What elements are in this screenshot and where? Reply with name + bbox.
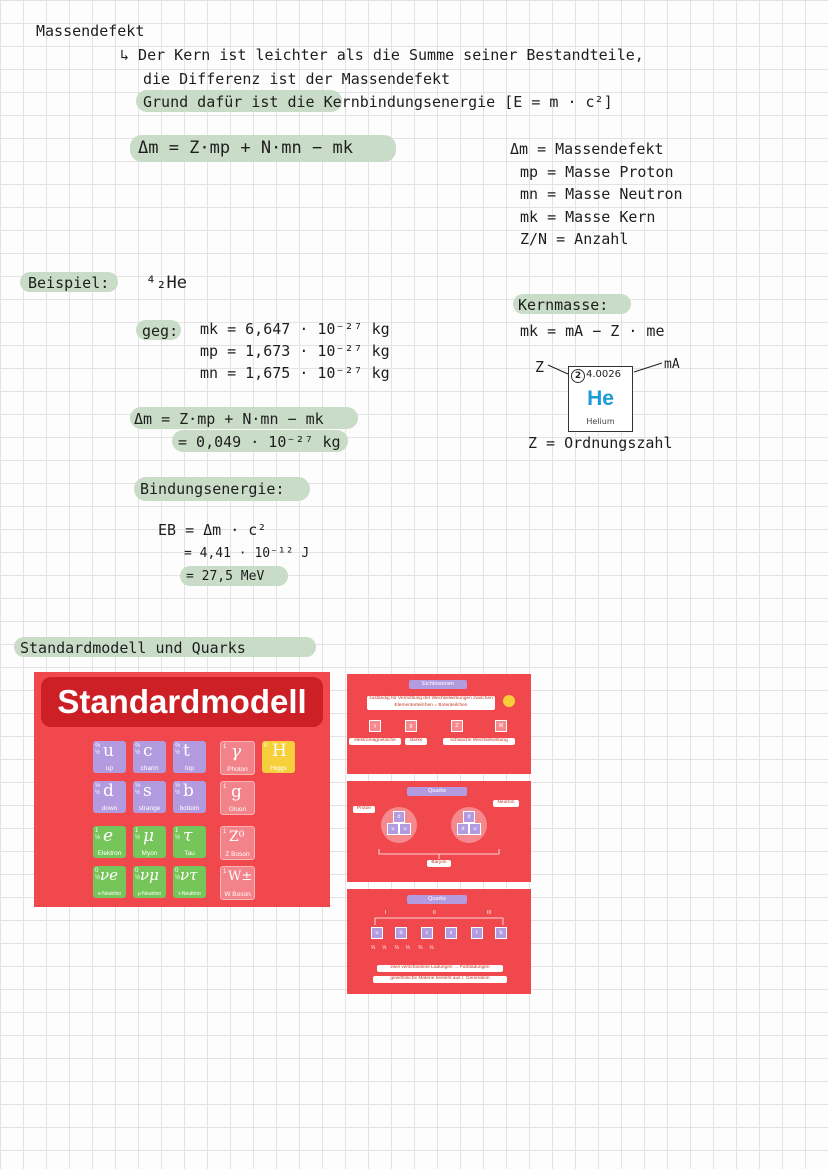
- slide3-note-1: zwei verschiedene Ladungen → Farbladungen: [377, 965, 503, 972]
- atomic-mass: 4.0026: [586, 369, 621, 380]
- lepton-tile: 1 ½ τ Tau: [173, 826, 206, 858]
- massendefekt-formula: Δm = Z·mp + N·mn − mk: [138, 138, 353, 158]
- quark-mini-icon: c: [421, 927, 433, 939]
- quark-mini-icon: u: [469, 823, 481, 835]
- intro-line-2: die Differenz ist der Massendefekt: [143, 70, 451, 88]
- slide-quarks-generations: [347, 889, 531, 994]
- legend-item: mk = Masse Kern: [520, 208, 656, 226]
- quark-mini-icon: d: [457, 823, 469, 835]
- element-symbol: He: [587, 387, 614, 410]
- standardmodell-title: Standardmodell: [41, 677, 323, 727]
- generation-label: II: [433, 910, 436, 916]
- lepton-tile: 0 ½ νe e-Neutrino: [93, 866, 126, 898]
- legend-item: mn = Masse Neutron: [520, 185, 683, 203]
- w-mini-icon: W: [495, 720, 507, 732]
- charge-fractions: ⅔ ⅓ ⅔ ⅓ ⅔ ⅓: [371, 945, 434, 951]
- boson-tile: 1 Z⁰ Z Boson: [220, 826, 255, 860]
- quark-mini-icon: d: [393, 811, 405, 823]
- slide1-label: starke: [405, 738, 427, 745]
- z-mini-icon: Z: [451, 720, 463, 732]
- section-heading: Standardmodell und Quarks: [20, 639, 246, 657]
- slide2-baryon: Baryon: [427, 860, 451, 867]
- quark-mini-icon: b: [495, 927, 507, 939]
- eb-line-3: = 27,5 MeV: [186, 569, 265, 584]
- quark-mini-icon: u: [399, 823, 411, 835]
- boson-tile: 1 g Gluon: [220, 781, 255, 815]
- intro-line-1: ↳ Der Kern ist leichter als die Summe seiner Bestandteile,: [120, 46, 644, 64]
- quark-mini-icon: t: [471, 927, 483, 939]
- element-name: Helium: [586, 417, 615, 426]
- lepton-tile: 0 ½ νμ μ-Neutrino: [133, 866, 166, 898]
- higgs-tile: 0 H Higgs: [262, 741, 295, 773]
- z-label: Z: [535, 358, 545, 376]
- example-label: Beispiel:: [28, 274, 110, 292]
- slide3-title: Quarks: [407, 895, 467, 904]
- slide1-text: zuständig für Vermittlung der Wechselwirkungen zwischen Elementarteilchen = Botenteilchen: [367, 696, 495, 710]
- boson-tile: 1 W± W Boson: [220, 866, 255, 900]
- eb-line-2: = 4,41 · 10⁻¹² J: [184, 546, 310, 561]
- lepton-tile: 0 ½ ντ τ-Neutrino: [173, 866, 206, 898]
- slide2-neutron: Neutron: [493, 800, 519, 807]
- kernmasse-heading: Kernmasse:: [518, 296, 609, 314]
- boson-tile: 1 γ Photon: [220, 741, 255, 775]
- slide-quarks-baryon: [347, 781, 531, 882]
- given-mn: mn = 1,675 · 10⁻²⁷ kg: [200, 364, 390, 382]
- eb-line-1: EB = Δm · c²: [158, 521, 267, 539]
- lepton-tile: 1 ½ μ Myon: [133, 826, 166, 858]
- slide3-note-2: gewöhnliche Materie besteht aus I. Generation: [373, 976, 507, 983]
- atomic-number: 2: [571, 369, 585, 383]
- given-mp: mp = 1,673 · 10⁻²⁷ kg: [200, 342, 390, 360]
- legend-item: Δm = Massendefekt: [510, 140, 664, 158]
- quark-mini-icon: u: [387, 823, 399, 835]
- ordnungszahl-note: Z = Ordnungszahl: [528, 434, 673, 452]
- quark-mini-icon: u: [371, 927, 383, 939]
- standardmodell-card: [34, 672, 330, 907]
- slide1-label: schwache Wechselwirkung: [443, 738, 515, 745]
- quark-tile: ⅓ ½ d down: [93, 781, 126, 813]
- quark-tile: ⅔ ½ t top: [173, 741, 206, 773]
- slide-eichbosonen: [347, 674, 531, 774]
- quark-mini-icon: s: [445, 927, 457, 939]
- periodic-element-box: [568, 366, 633, 432]
- quark-mini-icon: d: [463, 811, 475, 823]
- given-label: geg:: [142, 322, 179, 340]
- binding-label: Bindungsenergie:: [140, 480, 285, 498]
- kernmasse-formula: mk = mA − Z · me: [520, 322, 665, 340]
- legend-item: mp = Masse Proton: [520, 163, 674, 181]
- slide1-label: elektromagnetische: [349, 738, 401, 745]
- generation-label: III: [487, 910, 492, 916]
- example-element: ⁴₂He: [146, 273, 187, 293]
- quark-tile: ⅔ ½ c charm: [133, 741, 166, 773]
- quark-tile: ⅓ ½ b bottom: [173, 781, 206, 813]
- slide2-proton: Proton: [353, 806, 375, 813]
- slide1-title: Eichbosonen: [409, 680, 467, 689]
- lepton-tile: 1 ½ e Elektron: [93, 826, 126, 858]
- quark-tile: ⅓ ½ s strange: [133, 781, 166, 813]
- calc-line-2: = 0,049 · 10⁻²⁷ kg: [178, 433, 341, 451]
- intro-line-3: Grund dafür ist die Kernbindungsenergie [E = m · c²]: [143, 93, 613, 111]
- given-mk: mk = 6,647 · 10⁻²⁷ kg: [200, 320, 390, 338]
- photon-mini-icon: γ: [369, 720, 381, 732]
- generation-label: I: [385, 910, 387, 916]
- page-title: Massendefekt: [36, 22, 145, 40]
- quark-mini-icon: d: [395, 927, 407, 939]
- quark-tile: ⅔ ½ u up: [93, 741, 126, 773]
- ma-label: mA: [664, 357, 680, 372]
- calc-line-1: Δm = Z·mp + N·mn − mk: [134, 410, 324, 428]
- slide2-title: Quarks: [407, 787, 467, 796]
- legend-item: Z/N = Anzahl: [520, 230, 629, 248]
- emoji-icon: [503, 695, 515, 707]
- gluon-mini-icon: g: [405, 720, 417, 732]
